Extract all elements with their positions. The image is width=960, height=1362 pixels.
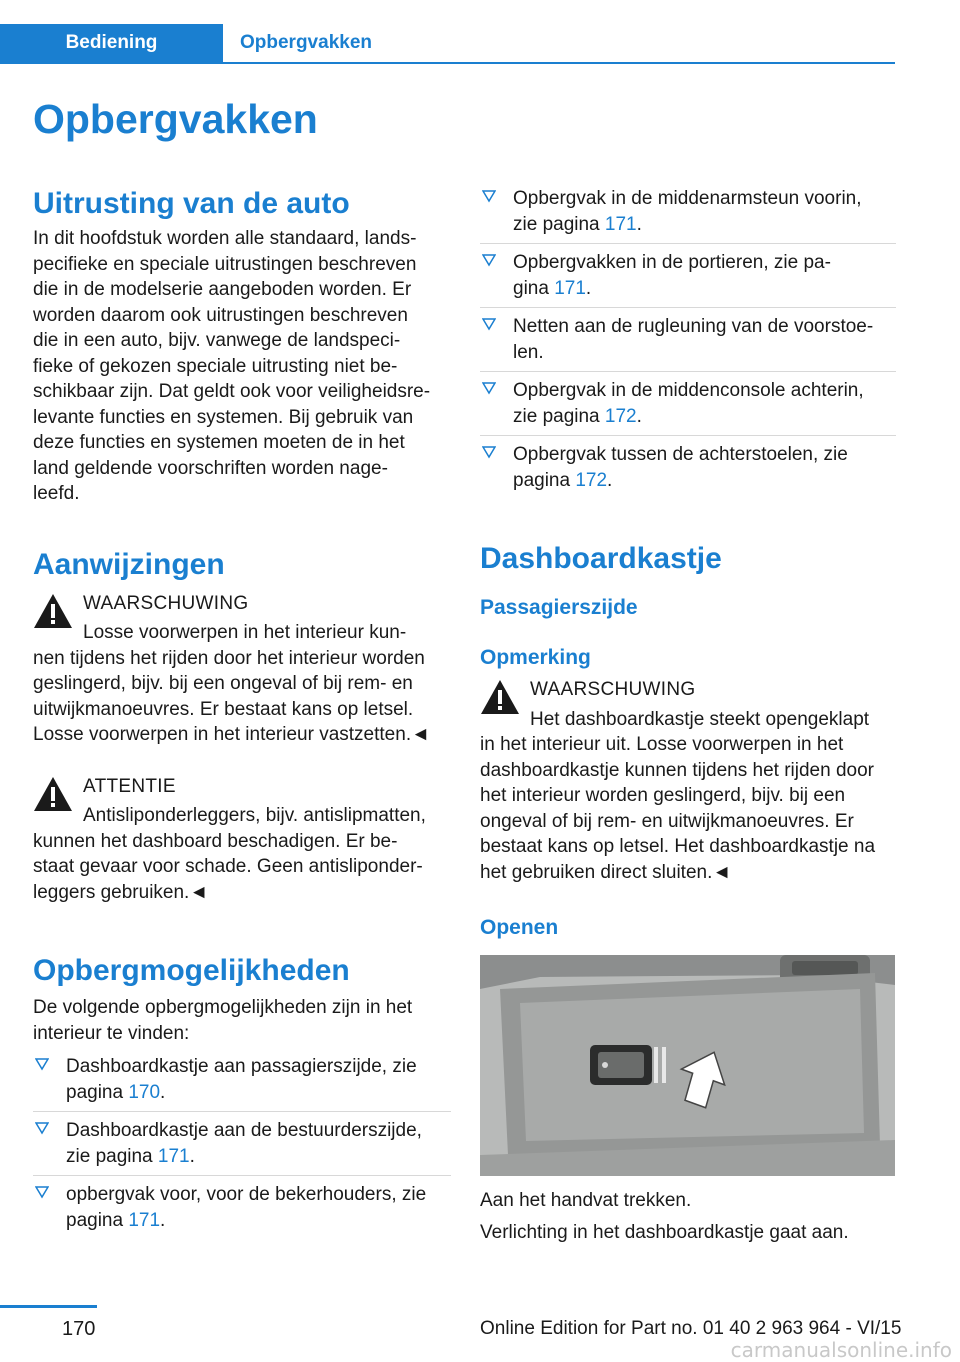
text-line: Losse voorwerpen in het interieur kun-	[83, 622, 407, 643]
warning-label: WAARSCHUWING	[83, 592, 249, 614]
text-line: Aan het handvat trekken.	[480, 1190, 692, 1211]
list-item	[480, 314, 896, 372]
text-line: worden daarom ook uitrustingen beschreven	[33, 304, 408, 326]
text-line: het gebruiken direct sluiten.◄	[480, 861, 732, 883]
text-line: .	[585, 277, 592, 299]
section-title-opbergmogelijkheden: Opbergmogelijkheden	[33, 954, 350, 987]
watermark: carmanualsonline.info	[730, 1338, 952, 1362]
text-line: Opbergvakken in de portieren, zie pa-	[513, 252, 831, 273]
warning-text	[33, 803, 451, 905]
storage-list-right	[480, 186, 896, 499]
text-line: zie pagina	[66, 1145, 158, 1167]
text-line: kunnen het dashboard beschadigen. Er be-	[33, 830, 398, 852]
warning-block-1	[33, 591, 451, 748]
footer-accent-line	[0, 1305, 97, 1308]
text-line: pagina	[66, 1081, 129, 1103]
text-line: in het interieur uit. Losse voorwerpen in het	[480, 734, 844, 755]
right-column	[480, 186, 896, 1245]
section-title-dashboardkastje: Dashboardkastje	[480, 542, 722, 575]
warning-triangle-icon	[33, 776, 73, 812]
triangle-bullet-icon	[482, 445, 496, 459]
text-line: zie pagina	[513, 213, 605, 235]
page-title: Opbergvakken	[33, 96, 318, 142]
text-line: .	[636, 405, 642, 427]
list-item	[33, 1182, 451, 1239]
text-line: nen tijdens het rijden door het interieur worden	[33, 647, 425, 669]
text-line: het interieur worden geslingerd, bijv. bij een	[480, 785, 846, 806]
text-line: schikbaar zijn. Dat geldt ook voor veiligheidsre-	[33, 381, 431, 402]
section-title-aanwijzingen: Aanwijzingen	[33, 547, 225, 581]
text-line: Losse voorwerpen in het interieur vastzetten.◄	[33, 724, 430, 745]
text-line: Opbergvak tussen de achterstoelen, zie	[513, 444, 848, 465]
page-link[interactable]: 171	[128, 1209, 161, 1231]
page-number: 170	[62, 1318, 96, 1340]
triangle-bullet-icon	[35, 1121, 49, 1135]
warning-label: WAARSCHUWING	[530, 679, 696, 700]
text-line: .	[636, 213, 642, 235]
text-line: pagina	[513, 469, 576, 491]
openen-instructions	[480, 1188, 896, 1214]
text-line: fieke of gekozen speciale uitrusting niet be-	[33, 355, 398, 377]
list-item	[33, 1054, 451, 1112]
list-item	[480, 378, 896, 436]
text-line: opbergvak voor, voor de bekerhouders, zie	[66, 1184, 427, 1205]
section-title-uitrusting: Uitrusting van de auto	[33, 187, 350, 220]
text-line: deze functies en systemen moeten de in het	[33, 432, 405, 453]
warning-block-2	[33, 774, 451, 906]
text-line: uitwijkmanoeuvres. Er bestaat kans op letsel.	[33, 698, 414, 720]
text-line: zie pagina	[513, 405, 605, 427]
text-line: Antisliponderleggers, bijv. antislipmatten,	[83, 805, 426, 826]
tab-opbergvakken[interactable]: Opbergvakken	[240, 32, 372, 53]
glovebox-photo	[480, 955, 895, 1176]
tab-bediening[interactable]: Bediening	[0, 24, 223, 62]
header-tabs	[0, 24, 895, 64]
list-item	[480, 186, 896, 244]
text-line: geslingerd, bijv. bij een ongeval of bij rem- en	[33, 673, 413, 694]
text-line: .	[189, 1145, 195, 1167]
text-line: interieur te vinden:	[33, 1022, 190, 1044]
warning-text	[33, 620, 451, 748]
text-line: leefd.	[33, 483, 80, 504]
text-line: staat gevaar voor schade. Geen antisliponder-	[33, 856, 423, 877]
warning-triangle-icon	[33, 593, 73, 629]
text-line: levante functies en systemen. Bij gebruik van	[33, 406, 414, 428]
text-line: Opbergvak in de middenconsole achterin,	[513, 380, 864, 401]
triangle-bullet-icon	[482, 317, 496, 331]
page-link[interactable]: 171	[554, 277, 586, 299]
page-link[interactable]: 171	[157, 1145, 190, 1167]
triangle-bullet-icon	[35, 1057, 49, 1071]
text-line: Verlichting in het dashboardkastje gaat aan.	[480, 1221, 849, 1243]
list-item	[480, 250, 896, 308]
triangle-bullet-icon	[35, 1185, 49, 1199]
text-line: In dit hoofdstuk worden alle standaard, lands-	[33, 228, 417, 249]
warning-block-3	[480, 677, 896, 885]
text-line: dashboardkastje kunnen tijdens het rijden door	[480, 759, 874, 781]
triangle-bullet-icon	[482, 253, 496, 267]
text-line: De volgende opbergmogelijkheden zijn in het	[33, 997, 413, 1018]
subsection-title-opmerking: Opmerking	[480, 646, 591, 669]
text-line: Netten aan de rugleuning van de voorstoe-	[513, 316, 874, 337]
text-line: .	[160, 1209, 166, 1231]
text-line: bestaat kans op letsel. Het dashboardkastje na	[480, 836, 876, 857]
text-line: .	[160, 1081, 166, 1103]
openen-result	[480, 1220, 896, 1246]
warning-label: ATTENTIE	[83, 775, 176, 797]
warning-text	[480, 707, 896, 886]
uitrusting-text	[33, 226, 451, 507]
text-line: pagina	[66, 1209, 129, 1231]
text-line: land geldende voorschriften worden nage-	[33, 457, 388, 479]
triangle-bullet-icon	[482, 381, 496, 395]
list-item	[480, 442, 896, 499]
text-line: len.	[513, 341, 544, 363]
opbergmogelijkheden-intro	[33, 995, 451, 1046]
left-column	[33, 186, 451, 1245]
triangle-bullet-icon	[482, 189, 496, 203]
storage-list-left	[33, 1054, 451, 1239]
edition-text: Online Edition for Part no. 01 40 2 963 964 - VI/15	[480, 1318, 902, 1339]
page-link[interactable]: 170	[128, 1081, 161, 1103]
list-item	[33, 1118, 451, 1176]
text-line: pecifieke en speciale uitrustingen beschreven	[33, 253, 417, 275]
warning-triangle-icon	[480, 679, 520, 715]
page-link[interactable]: 172	[604, 405, 637, 427]
text-line: Dashboardkastje aan passagierszijde, zie	[66, 1056, 417, 1077]
text-line: .	[607, 469, 613, 491]
text-line: ongeval of bij rem- en uitwijkmanoeuvres. Er	[480, 810, 854, 832]
subsection-title-openen: Openen	[480, 916, 559, 939]
text-line: Het dashboardkastje steekt opengeklapt	[530, 708, 870, 730]
text-line: Dashboardkastje aan de bestuurderszijde,	[66, 1120, 422, 1141]
page-link[interactable]: 171	[604, 213, 637, 235]
text-line: gina	[513, 277, 555, 299]
page-link[interactable]: 172	[575, 469, 608, 491]
text-line: die in de modelserie aangeboden worden. Er	[33, 279, 412, 300]
text-line: die in een auto, bijv. vanwege de landspeci-	[33, 330, 401, 351]
text-line: Opbergvak in de middenarmsteun voorin,	[513, 188, 862, 209]
text-line: leggers gebruiken.◄	[33, 881, 209, 903]
subsection-title-passagierszijde: Passagierszijde	[480, 596, 638, 619]
